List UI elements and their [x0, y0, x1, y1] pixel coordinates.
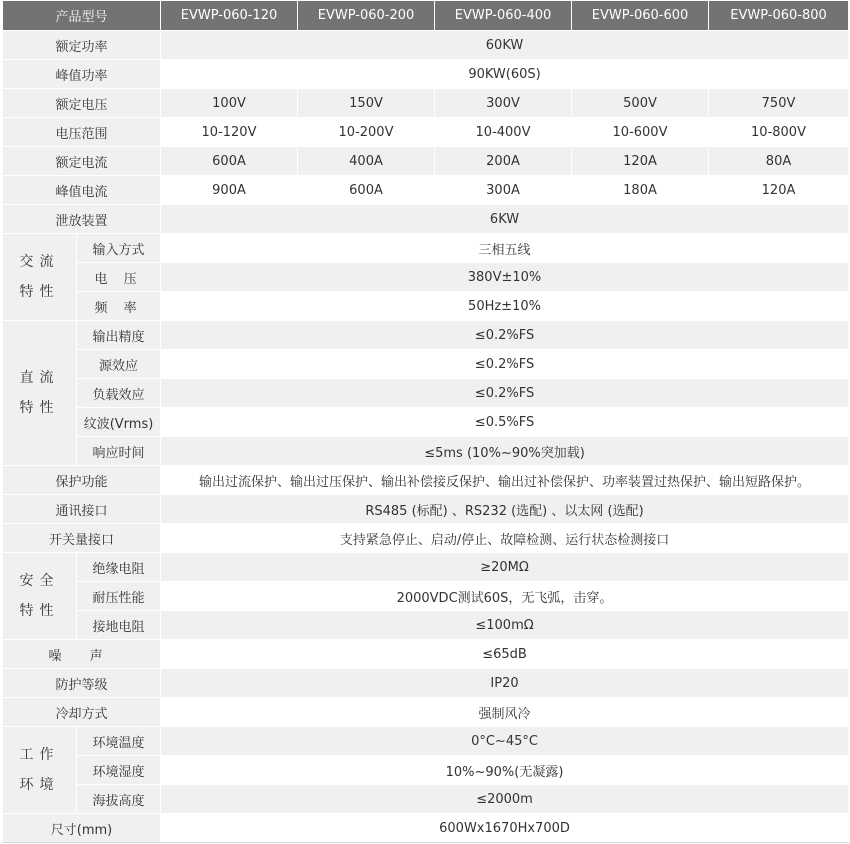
row-value: 90KW(60S): [161, 60, 849, 89]
group-label-line: 特性: [19, 400, 60, 416]
safety-withstand-row: [3, 582, 849, 611]
discharge-row: [3, 205, 849, 234]
group-label-line: 特性: [19, 603, 60, 619]
cell-value: 500V: [572, 89, 709, 118]
header-row: [3, 1, 849, 31]
spec-table: [2, 0, 849, 843]
row-label: 额定电流: [3, 147, 161, 176]
peak-power-row: [3, 60, 849, 89]
voltage-range-row: [3, 118, 849, 147]
group-label-dc: [3, 321, 77, 466]
group-label-line: 环境: [19, 777, 60, 793]
rated-power-row: [3, 31, 849, 60]
dc-source-effect-row: [3, 350, 849, 379]
row-label: 峰值电流: [3, 176, 161, 205]
row-label: 纹波(Vrms): [77, 408, 161, 437]
switch-io-row: [3, 524, 849, 553]
cell-value: 10-120V: [161, 118, 298, 147]
dc-accuracy-row: [3, 321, 849, 350]
row-label: 通讯接口: [3, 495, 161, 524]
row-label: 额定功率: [3, 31, 161, 60]
row-value: ≥20MΩ: [161, 553, 849, 582]
row-value: 输出过流保护、输出过压保护、输出补偿接反保护、输出过补偿保护、功率装置过热保护、输出短路保护。: [161, 466, 849, 495]
row-label: 响应时间: [77, 437, 161, 466]
dc-ripple-row: [3, 408, 849, 437]
row-label: 海拔高度: [77, 785, 161, 814]
cell-value: 120A: [572, 147, 709, 176]
cell-value: 10-400V: [435, 118, 572, 147]
peak-current-row: [3, 176, 849, 205]
env-temperature-row: [3, 727, 849, 756]
row-value: ≤0.5%FS: [161, 408, 849, 437]
row-value: ≤0.2%FS: [161, 379, 849, 408]
row-label: 噪 声: [3, 640, 161, 669]
cell-value: 120A: [709, 176, 849, 205]
cell-value: 750V: [709, 89, 849, 118]
row-value: 6KW: [161, 205, 849, 234]
row-label: 接地电阻: [77, 611, 161, 640]
row-value: ≤5ms (10%~90%突加载): [161, 437, 849, 466]
row-label: 电压范围: [3, 118, 161, 147]
cell-value: 10-600V: [572, 118, 709, 147]
row-value: 50Hz±10%: [161, 292, 849, 321]
row-label: 保护功能: [3, 466, 161, 495]
row-value: 支持紧急停止、启动/停止、故障检测、运行状态检测接口: [161, 524, 849, 553]
comm-row: [3, 495, 849, 524]
row-label: 负载效应: [77, 379, 161, 408]
cell-value: 10-800V: [709, 118, 849, 147]
model-header: EVWP-060-600: [572, 1, 709, 31]
row-value: 0°C~45°C: [161, 727, 849, 756]
cell-value: 80A: [709, 147, 849, 176]
row-label: 环境湿度: [77, 756, 161, 785]
row-value: 600Wx1670Hx700D: [161, 814, 849, 843]
cell-value: 900A: [161, 176, 298, 205]
row-value: ≤0.2%FS: [161, 321, 849, 350]
row-label: 频 率: [77, 292, 161, 321]
size-row: [3, 814, 849, 843]
row-label: 耐压性能: [77, 582, 161, 611]
cell-value: 180A: [572, 176, 709, 205]
group-label-line: 直流: [19, 370, 60, 386]
row-value: 三相五线: [161, 234, 849, 263]
cell-value: 300A: [435, 176, 572, 205]
cell-value: 200A: [435, 147, 572, 176]
row-label: 绝缘电阻: [77, 553, 161, 582]
group-label-safety: [3, 553, 77, 640]
row-label: 额定电压: [3, 89, 161, 118]
cooling-row: [3, 698, 849, 727]
env-altitude-row: [3, 785, 849, 814]
row-label: 开关量接口: [3, 524, 161, 553]
protection-row: [3, 466, 849, 495]
rated-current-row: [3, 147, 849, 176]
model-header: EVWP-060-120: [161, 1, 298, 31]
model-header: EVWP-060-400: [435, 1, 572, 31]
row-label: 防护等级: [3, 669, 161, 698]
ac-frequency-row: [3, 292, 849, 321]
row-value: IP20: [161, 669, 849, 698]
row-label: 源效应: [77, 350, 161, 379]
row-value: 2000VDC测试60S，无飞弧，击穿。: [161, 582, 849, 611]
row-value: ≤65dB: [161, 640, 849, 669]
row-label: 泄放装置: [3, 205, 161, 234]
row-label: 尺寸(mm): [3, 814, 161, 843]
ac-input-mode-row: [3, 234, 849, 263]
env-humidity-row: [3, 756, 849, 785]
model-header: EVWP-060-800: [709, 1, 849, 31]
row-value: ≤100mΩ: [161, 611, 849, 640]
header-label: 产品型号: [3, 1, 161, 31]
dc-load-effect-row: [3, 379, 849, 408]
safety-grounding-row: [3, 611, 849, 640]
row-value: RS485 (标配) 、RS232 (选配) 、以太网 (选配): [161, 495, 849, 524]
cell-value: 400A: [298, 147, 435, 176]
row-value: ≤2000m: [161, 785, 849, 814]
row-label: 输出精度: [77, 321, 161, 350]
safety-insulation-row: [3, 553, 849, 582]
ac-voltage-row: [3, 263, 849, 292]
rated-voltage-row: [3, 89, 849, 118]
cell-value: 10-200V: [298, 118, 435, 147]
row-value: 强制风冷: [161, 698, 849, 727]
group-label-env: [3, 727, 77, 814]
cell-value: 600A: [161, 147, 298, 176]
ip-row: [3, 669, 849, 698]
row-value: 10%~90%(无凝露): [161, 756, 849, 785]
dc-response-row: [3, 437, 849, 466]
cell-value: 300V: [435, 89, 572, 118]
row-label: 电 压: [77, 263, 161, 292]
group-label-line: 安全: [19, 573, 60, 589]
group-label-line: 特性: [19, 284, 60, 300]
row-label: 环境温度: [77, 727, 161, 756]
cell-value: 100V: [161, 89, 298, 118]
row-label: 输入方式: [77, 234, 161, 263]
cell-value: 600A: [298, 176, 435, 205]
model-header: EVWP-060-200: [298, 1, 435, 31]
group-label-ac: [3, 234, 77, 321]
cell-value: 150V: [298, 89, 435, 118]
group-label-line: 工作: [19, 747, 60, 763]
row-label: 冷却方式: [3, 698, 161, 727]
row-label: 峰值功率: [3, 60, 161, 89]
row-value: 60KW: [161, 31, 849, 60]
group-label-line: 交流: [19, 254, 60, 270]
row-value: 380V±10%: [161, 263, 849, 292]
noise-row: [3, 640, 849, 669]
row-value: ≤0.2%FS: [161, 350, 849, 379]
